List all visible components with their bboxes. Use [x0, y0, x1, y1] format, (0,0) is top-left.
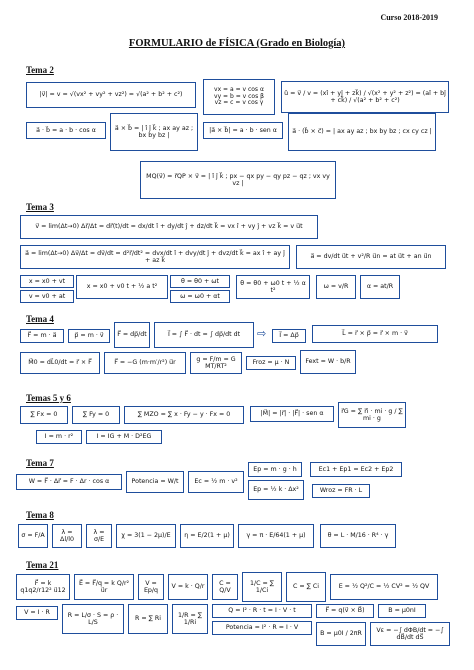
formula-torsion-angle: θ = L · M/16 · R⁴ · γ — [320, 524, 396, 548]
formula-dot-product: a⃗ · b⃗ = a · b · cos α — [26, 122, 106, 139]
formula-potential: V = Ep/q — [138, 574, 164, 600]
formula-loop-field: B = μ0I / 2πR — [316, 622, 366, 646]
course-label: Curso 2018-2019 — [380, 13, 438, 22]
formula-angular-velocity-time: ω = ω0 + αt — [170, 290, 230, 303]
formula-torsion-modulus: γ = π · E/64(1 + μ) — [238, 524, 314, 548]
formula-hooke: λ = σ/E — [86, 524, 112, 548]
formula-vector-components: vx = a = v cos α vy = b = v cos β vz = c = v cos γ — [203, 79, 275, 115]
formula-joule-heat: Q = I² · R · t = I · V · t — [212, 604, 312, 618]
formula-capacitor-energy: E = ½ Q²/C = ½ CV² = ½ QV — [330, 574, 438, 600]
formula-faraday-induction: Vε = −∫ dΦB/dt = −∫ dB⃗/dt dS⃗ — [370, 622, 450, 646]
formula-friction: Froz = μ · N — [246, 356, 296, 370]
formula-resistance: R = L/σ · S = ρ · L/S — [62, 604, 124, 634]
formula-steiner: I = IG + M · D²EG — [86, 430, 162, 444]
formula-strain: λ = Δl/l0 — [52, 524, 82, 548]
formula-vector-modulus: |v⃗| = v = √(vx² + vy² + vz²) = √(a² + b² + c²) — [26, 82, 196, 108]
formula-velocity: v⃗ = lim(Δt→0) Δr⃗/Δt = dr⃗(t)/dt = dx/dt î + dy/dt ĵ + dz/dt k⃗ = vx î + vy ĵ + vz k⃗ = v u⃗t — [20, 215, 318, 239]
formula-sum-moments: ∑ MZO = ∑ x · Fy − y · Fx = 0 — [124, 406, 244, 424]
formula-lorentz-force: F⃗ = q(v⃗ × B⃗) — [316, 604, 374, 618]
section-tema-21: Tema 21 — [26, 560, 59, 570]
formula-sum-fx: ∑ Fx = 0 — [20, 406, 68, 424]
formula-moment-of-vector: MQ(v⃗) = r⃗QP × v⃗ = | î ĵ k⃗ ; px − qx py − qy pz − qz ; vx vy vz | — [140, 161, 336, 199]
formula-friction-work: Wroz = FR · L — [312, 484, 370, 498]
formula-accelerated-position: x = x0 + v0 t + ½ a t² — [76, 275, 168, 299]
formula-center-of-gravity: r⃗G = ∑ r⃗i · mi · g / ∑ mi · g — [338, 402, 406, 428]
formula-unit-vector: û = v⃗ / v = (xî + yĵ + zk⃗) / √(x² + y² + z²) = (aî + bĵ + ck⃗) / √(a² + b² + c²) — [281, 81, 449, 113]
formula-accelerated-angle: θ = θ0 + ω0 t + ½ α t² — [236, 275, 310, 299]
formula-gravitation: F⃗ = −G (m·m′/r²) u⃗r — [104, 352, 186, 374]
formula-ohm: V = I · R — [16, 606, 58, 620]
formula-triple-product: a⃗ · (b⃗ × c⃗) = | ax ay az ; bx by bz ; cx cy cz | — [288, 113, 436, 151]
formula-shear-modulus: η = E/2(1 + μ) — [180, 524, 234, 548]
formula-moment-modulus: |M⃗| = |r⃗| · |F⃗| · sen α — [250, 406, 334, 422]
formula-gravity: g = F/m = G MT/RT² — [190, 352, 242, 374]
formula-kinetic-energy: Ec = ½ m · v² — [188, 471, 244, 493]
section-tema-2: Tema 2 — [26, 65, 54, 75]
section-tema-8: Tema 8 — [26, 510, 54, 520]
formula-impulse: I⃗ = ∫ F⃗ · dt = ∫ dp⃗/dt dt — [154, 322, 254, 348]
formula-energy-conservation: Ec1 + Ep1 = Ec2 + Ep2 — [310, 462, 402, 477]
formula-cross-product-determinant: a⃗ × b⃗ = | î ĵ k⃗ ; ax ay az ; bx by bz | — [110, 113, 198, 151]
formula-potential-energy: Ep = m · g · h — [248, 462, 302, 477]
formula-resistors-parallel: 1/R = ∑ 1/Ri — [172, 604, 208, 634]
formula-electric-power: Potencia = I² · R = I · V — [212, 621, 312, 635]
formula-momentum: p⃗ = m · v⃗ — [68, 329, 110, 343]
formula-electric-field: E⃗ = F⃗/q = k Q/r² u⃗r — [74, 574, 134, 600]
formula-work: W = F⃗ · Δr⃗ = F · Δr · cos α — [16, 474, 122, 490]
formula-angular-acceleration: α = at/R — [360, 275, 400, 299]
formula-acceleration-components: a⃗ = dv/dt u⃗t + v²/R u⃗n = at u⃗t + an u⃗n — [296, 245, 446, 269]
formula-uniform-position: x = x0 + vt — [20, 275, 74, 288]
section-tema-3: Tema 3 — [26, 202, 54, 212]
formula-force-momentum: F⃗ = dp⃗/dt — [114, 322, 150, 348]
formula-moment-of-inertia: I = m · r² — [36, 430, 82, 444]
formula-capacitors-series: 1/C = ∑ 1/Ci — [242, 572, 282, 602]
section-temas-5-6: Temas 5 y 6 — [26, 393, 71, 403]
formula-power: Potencia = W/t — [126, 471, 184, 493]
formula-torque: M⃗0 = dL⃗0/dt = r⃗ × F⃗ — [20, 352, 100, 374]
formula-capacitance: C = Q/V — [212, 574, 238, 600]
formula-angular-velocity: ω = v/R — [316, 275, 356, 299]
formula-velocity-time: v = v0 + at — [20, 290, 74, 303]
formula-cross-product-modulus: |a⃗ × b⃗| = a · b · sen α — [203, 122, 283, 139]
formula-elastic-energy: Ep = ½ k · Δx² — [248, 480, 304, 500]
section-tema-4: Tema 4 — [26, 314, 54, 324]
formula-compressibility: χ = 3(1 − 2μ)/E — [116, 524, 176, 548]
page-title: FORMULARIO de FÍSICA (Grado en Biología) — [128, 38, 346, 49]
formula-resistors-series: R = ∑ Ri — [128, 604, 168, 634]
formula-uniform-angle: θ = θ0 + ωt — [170, 275, 230, 288]
formula-stress: σ = F/A — [18, 524, 48, 548]
section-tema-7: Tema 7 — [26, 458, 54, 468]
formula-coulomb: F⃗ = k q1q2/r12² u⃗12 — [16, 574, 70, 600]
formula-external-force: Fext = W · b/R — [300, 350, 356, 374]
formula-capacitors-parallel: C = ∑ Ci — [286, 572, 326, 602]
formula-impulse-momentum: I⃗ = Δp⃗ — [272, 329, 306, 343]
formula-coulomb-potential: V = k · Q/r — [168, 574, 208, 600]
formula-newton-second-law: F⃗ = m · a⃗ — [20, 329, 64, 343]
formula-sum-fy: ∑ Fy = 0 — [72, 406, 120, 424]
formula-solenoid-field: B = μ0nI — [378, 604, 426, 618]
formula-acceleration: a⃗ = lim(Δt→0) Δv⃗/Δt = dv⃗/dt = d²r⃗/dt² = dvx/dt î + dvy/dt ĵ + dvz/dt k⃗ = ax î + ay ĵ + az k⃗ — [20, 245, 290, 269]
formula-angular-momentum: L⃗ = r⃗ × p⃗ = r⃗ × m · v⃗ — [312, 325, 438, 343]
implies-arrow-icon: ⇨ — [257, 327, 267, 340]
